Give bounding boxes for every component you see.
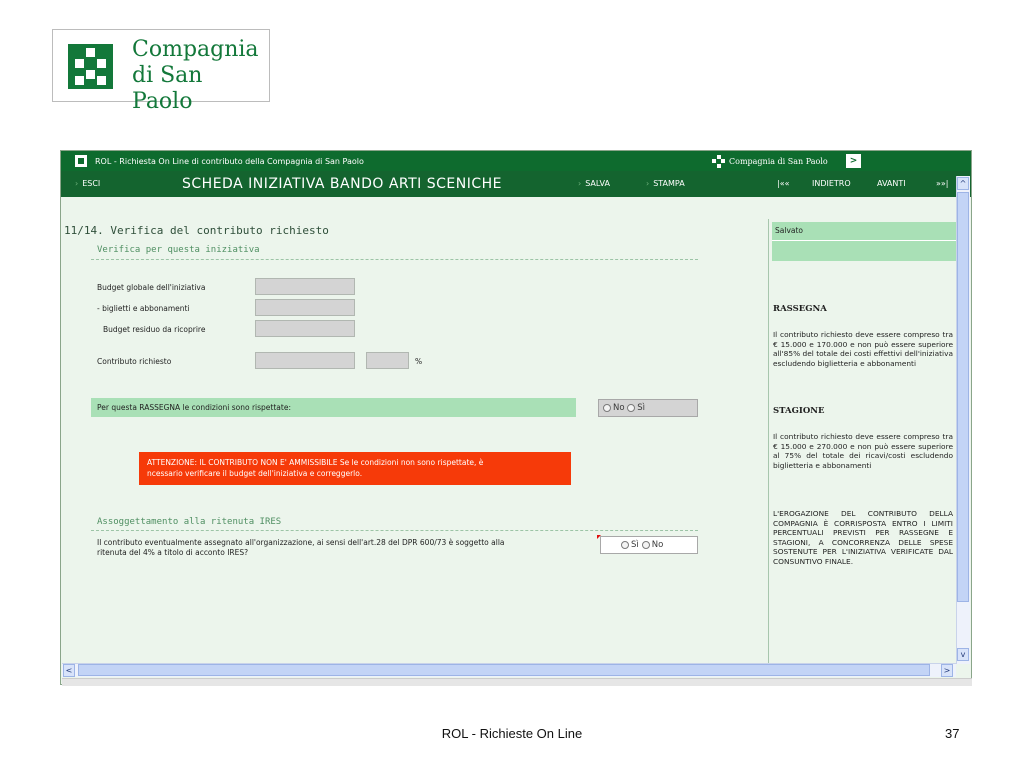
last-page-button[interactable]: »»| — [936, 179, 949, 188]
biglietti-label: - biglietti e abbonamenti — [97, 304, 190, 313]
warning-box — [139, 452, 571, 485]
scroll-up-icon[interactable]: ^ — [957, 177, 969, 190]
percent-field[interactable] — [366, 352, 409, 369]
residuo-label: Budget residuo da ricoprire — [103, 325, 206, 334]
logo-line-1: Compagnia — [132, 37, 259, 62]
window-icon — [75, 155, 87, 167]
avanti-button[interactable]: AVANTI — [877, 179, 906, 188]
contributo-label: Contributo richiesto — [97, 357, 172, 366]
page-title: SCHEDA INIZIATIVA BANDO ARTI SCENICHE — [182, 176, 503, 192]
radio-ires-no-label: No — [651, 540, 664, 550]
stampa-label: STAMPA — [653, 179, 685, 188]
warning-line-1: ATTENZIONE: IL CONTRIBUTO NON E' AMMISSIBILE Se le condizioni non sono rispettate, è — [147, 458, 484, 467]
brand-area — [712, 151, 828, 171]
budget-label: Budget globale dell'iniziativa — [97, 283, 206, 292]
company-logo — [52, 29, 270, 114]
bullet-icon: › — [646, 179, 650, 188]
biglietti-field[interactable] — [255, 299, 355, 316]
logo-mark-icon — [68, 44, 113, 89]
scroll-down-icon[interactable]: v — [957, 648, 969, 661]
window-titlebar — [61, 151, 972, 171]
indietro-button[interactable]: INDIETRO — [812, 179, 851, 188]
window-title: ROL - Richiesta On Line di contributo della Compagnia di San Paolo — [95, 156, 364, 166]
radio-ires-si[interactable] — [621, 541, 629, 549]
vertical-scroll-thumb[interactable] — [957, 192, 969, 602]
horizontal-scroll-thumb[interactable] — [78, 664, 930, 676]
warning-line-2: ncessario verificare il budget dell'iniziativa e correggerlo. — [147, 469, 363, 478]
logo-text — [132, 37, 269, 115]
rassegna-text: Il contributo richiesto deve essere compreso tra € 15.000 e 170.000 e non può essere superiore all'85% del totale dei costi effettivi dell'iniziativa escludendo biglietteria e abbonamenti — [773, 330, 953, 368]
esci-button[interactable] — [75, 171, 100, 197]
conditions-radio-group — [598, 399, 698, 417]
toolbar — [61, 171, 972, 197]
ires-question-line-1: Il contributo eventualmente assegnato all'organizzazione, ai sensi dell'art.28 del DPR 600/73 è soggetto alla — [97, 538, 505, 547]
saved-status-area — [772, 240, 956, 261]
radio-ires-si-label: Sì — [631, 540, 639, 550]
section-divider — [91, 530, 698, 531]
salva-button[interactable] — [578, 171, 610, 197]
form-title: 11/14. Verifica del contributo richiesto — [64, 224, 329, 237]
arrow-right-icon[interactable]: > — [846, 154, 861, 168]
bullet-icon: › — [578, 179, 582, 188]
stampa-button[interactable] — [646, 171, 685, 197]
stagione-text: Il contributo richiesto deve essere compreso tra € 15.000 e 270.000 e non può essere superiore al 75% del totale dei ricavi/costi escludendo biglietteria e abbonamenti — [773, 432, 953, 470]
contributo-field[interactable] — [255, 352, 355, 369]
radio-ires-no[interactable] — [642, 541, 650, 549]
rassegna-title: RASSEGNA — [773, 304, 827, 314]
radio-no-label: No — [613, 403, 625, 413]
ires-radio-group — [600, 536, 698, 554]
logo-line-2: di San Paolo — [132, 63, 203, 114]
percent-symbol: % — [415, 357, 423, 366]
conditions-label: Per questa RASSEGNA le condizioni sono rispettate: — [97, 403, 291, 412]
radio-si[interactable] — [627, 404, 635, 412]
scroll-right-icon[interactable]: > — [941, 664, 953, 677]
first-page-button[interactable]: |«« — [777, 179, 790, 188]
bullet-icon: › — [75, 179, 79, 188]
section-title-ires: Assoggettamento alla ritenuta IRES — [97, 517, 282, 527]
brand-name: Compagnia di San Paolo — [729, 156, 828, 166]
budget-field[interactable] — [255, 278, 355, 295]
brand-mark-icon — [712, 155, 725, 168]
salva-label: SALVA — [585, 179, 610, 188]
erogazione-text: L'EROGAZIONE DEL CONTRIBUTO DELLA COMPAGNIA È CORRISPOSTA ENTRO I LIMITI PERCENTUALI PREVISTI PER RASSEGNE E STAGIONI, A CONCORRENZA DELLE SPESE SOSTENUTE PER L'INIZIATIVA VERIFICATE DAL CONSUNTIVO FINALE. — [773, 509, 953, 566]
ires-question-line-2: ritenuta del 4% a titolo di acconto IRES? — [97, 548, 249, 557]
page-number: 37 — [945, 726, 960, 741]
status-bar — [62, 678, 972, 686]
section-title-verifica: Verifica per questa iniziativa — [97, 245, 260, 255]
residuo-field[interactable] — [255, 320, 355, 337]
stagione-title: STAGIONE — [773, 406, 825, 416]
slide-caption: ROL - Richieste On Line — [441, 726, 583, 741]
radio-si-label: Sì — [637, 403, 646, 413]
section-divider — [91, 259, 698, 260]
saved-status: Salvato — [772, 222, 956, 240]
scroll-left-icon[interactable]: < — [63, 664, 75, 677]
esci-label: ESCI — [82, 179, 101, 188]
radio-no[interactable] — [603, 404, 611, 412]
